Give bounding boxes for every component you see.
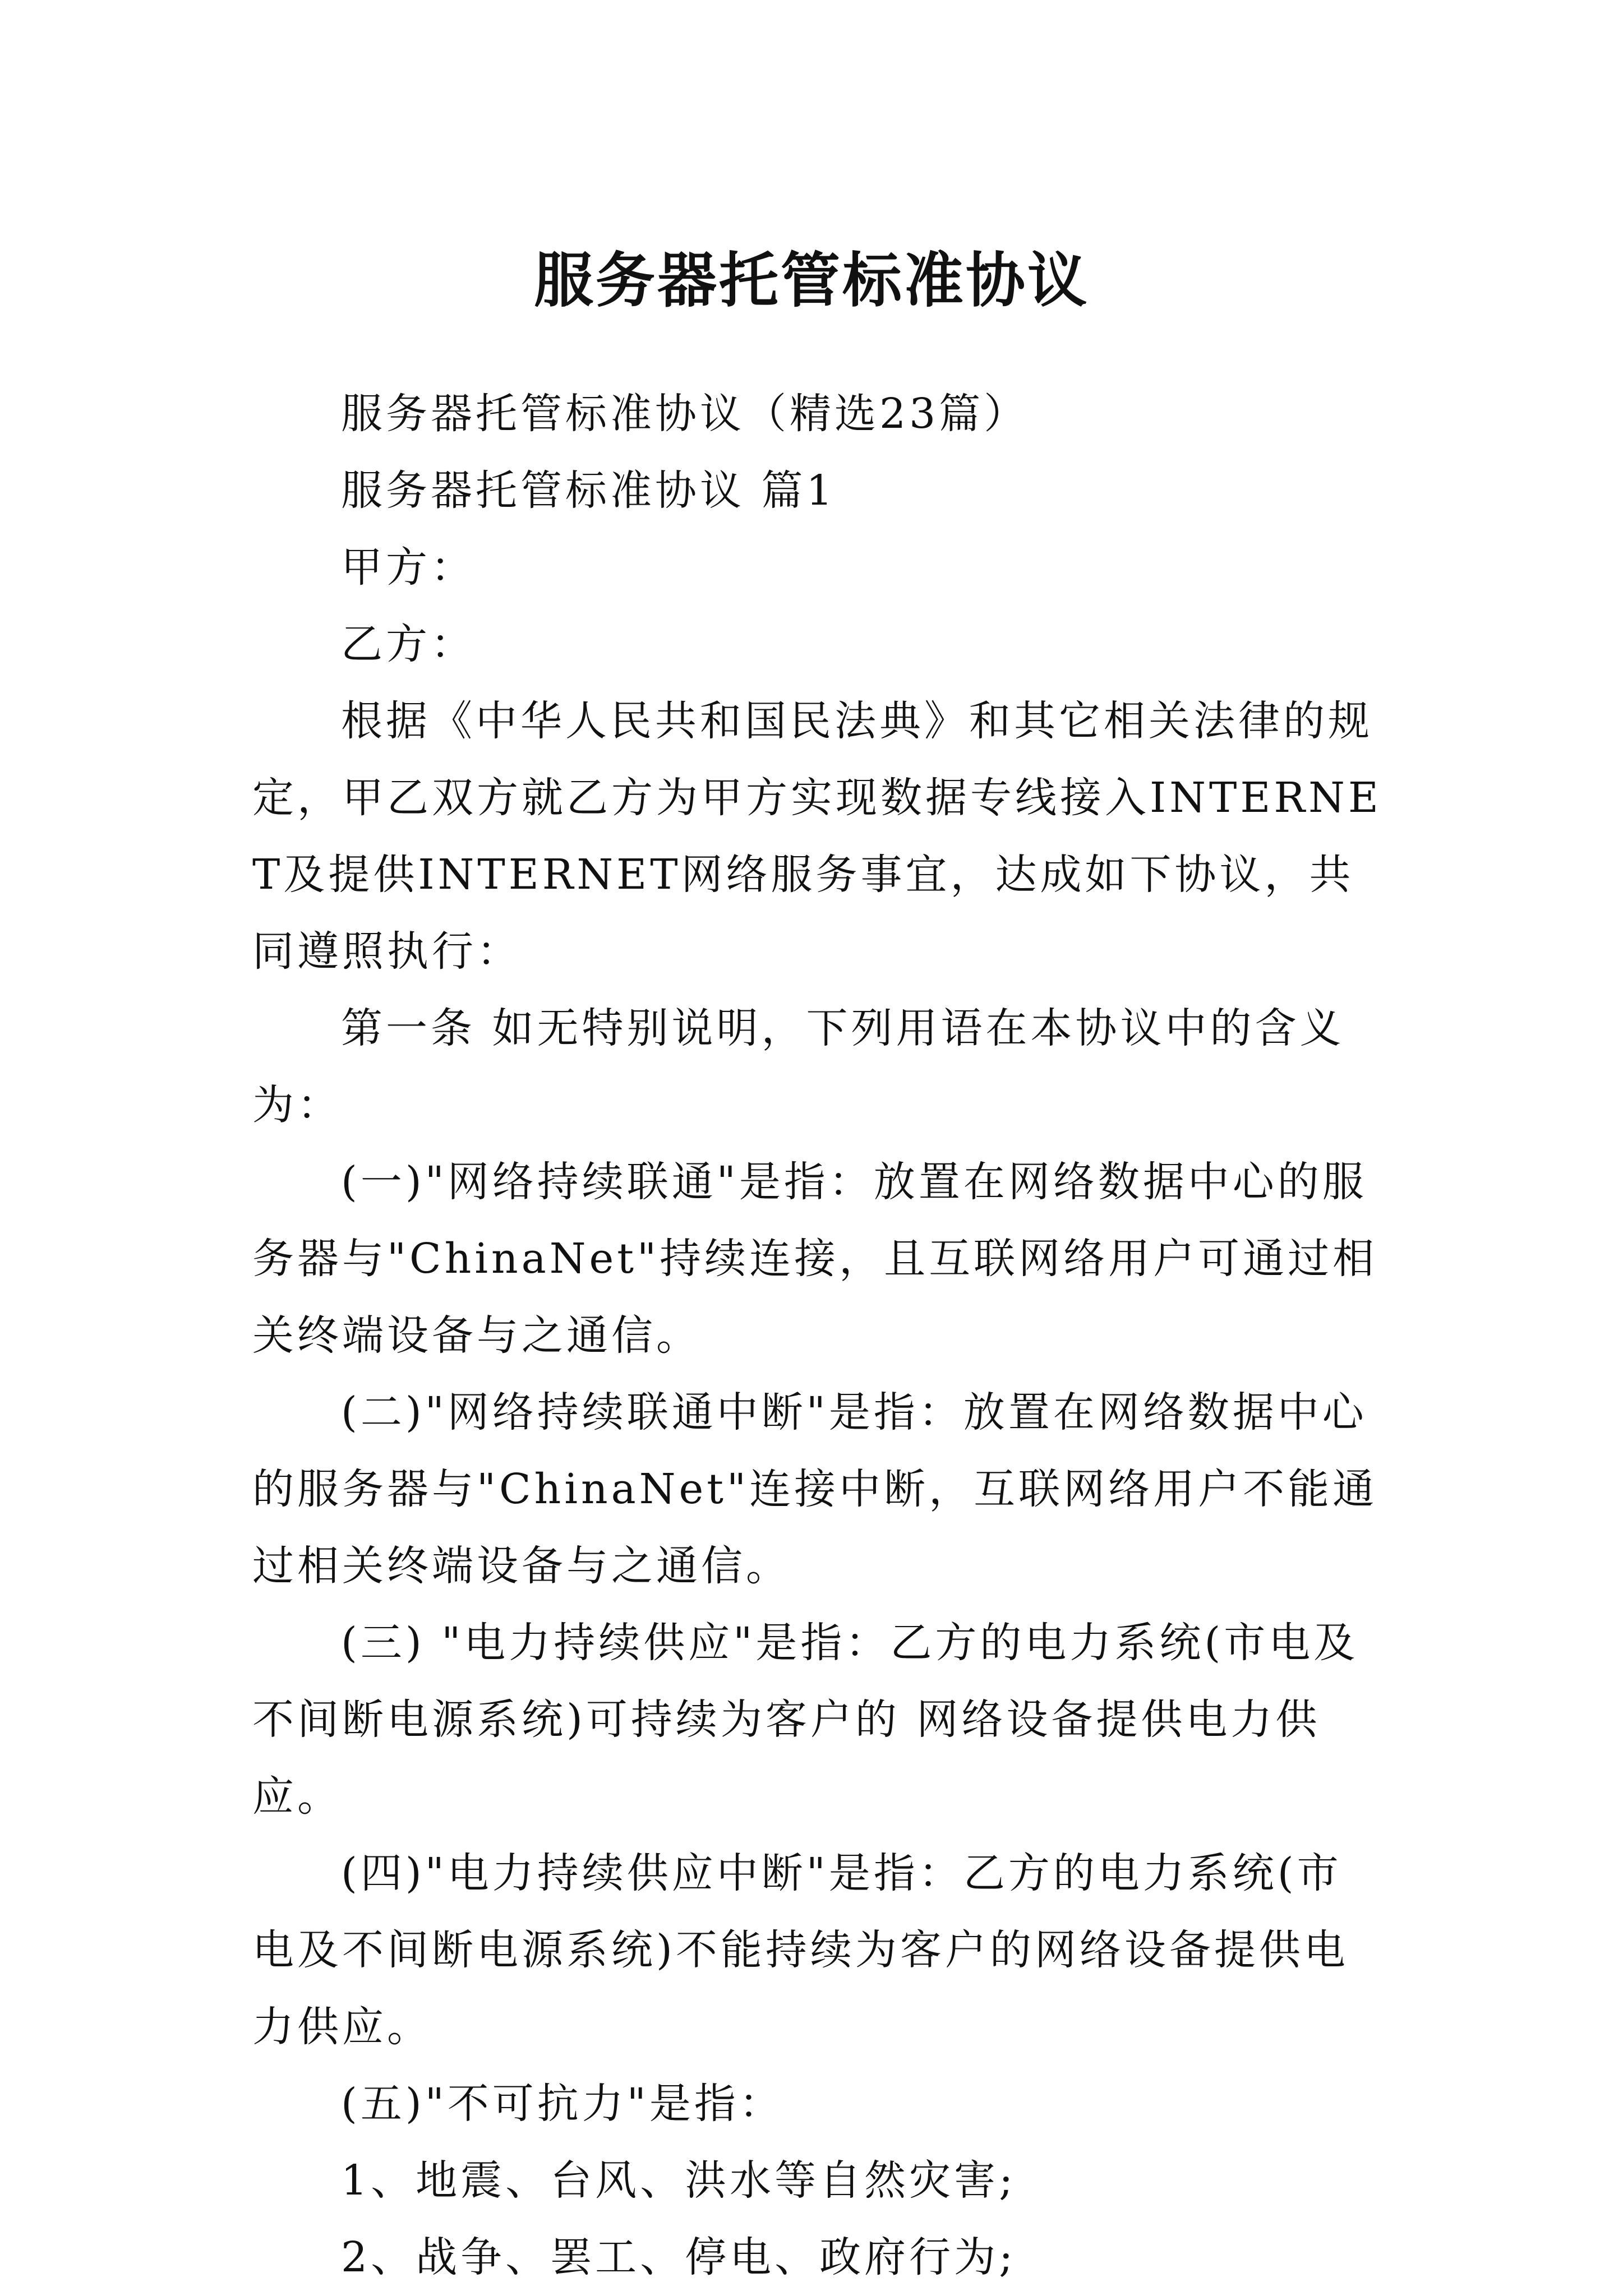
paragraph-article-1: 第一条 如无特别说明，下列用语在本协议中的含义为： xyxy=(252,1004,1345,1129)
paragraph-party-b: 乙方： xyxy=(341,620,476,668)
paragraph-definition-3: (三) "电力持续供应"是指：乙方的电力系统(市电及不间断电源系统)可持续为客户的 网络设备提供电力供应。 xyxy=(252,1619,1359,1821)
paragraph-section-heading: 服务器托管标准协议 篇1 xyxy=(341,466,836,515)
paragraph-party-a: 甲方： xyxy=(341,543,476,592)
paragraph-preamble: 根据《中华人民共和国民法典》和其它相关法律的规定，甲乙双方就乙方为甲方实现数据专线接入INTERNET及提供INTERNET网络服务事宜，达成如下协议，共同遵照执行： xyxy=(252,697,1382,976)
paragraph-force-majeure-1: 1、地震、台风、洪水等自然灾害; xyxy=(341,2156,1017,2205)
paragraph-subtitle: 服务器托管标准协议（精选23篇） xyxy=(341,390,1029,438)
paragraph-definition-4: (四)"电力持续供应中断"是指：乙方的电力系统(市电及不间断电源系统)不能持续为客户的网络设备提供电力供应。 xyxy=(252,1849,1349,2051)
paragraph-force-majeure-2: 2、战争、罢工、停电、政府行为; xyxy=(341,2233,1017,2281)
paragraph-definition-2: (二)"网络持续联通中断"是指：放置在网络数据中心的服务器与"ChinaNet"连接中断，互联网络用户不能通过相关终端设备与之通信。 xyxy=(252,1388,1378,1590)
paragraph-definition-5: (五)"不可抗力"是指： xyxy=(341,2080,784,2128)
document-body xyxy=(252,376,1385,2296)
document-title: 服务器托管标准协议 xyxy=(534,246,1089,316)
paragraph-definition-1: (一)"网络持续联通"是指：放置在网络数据中心的服务器与"ChinaNet"持续连接，且互联网络用户可通过相关终端设备与之通信。 xyxy=(252,1158,1378,1360)
